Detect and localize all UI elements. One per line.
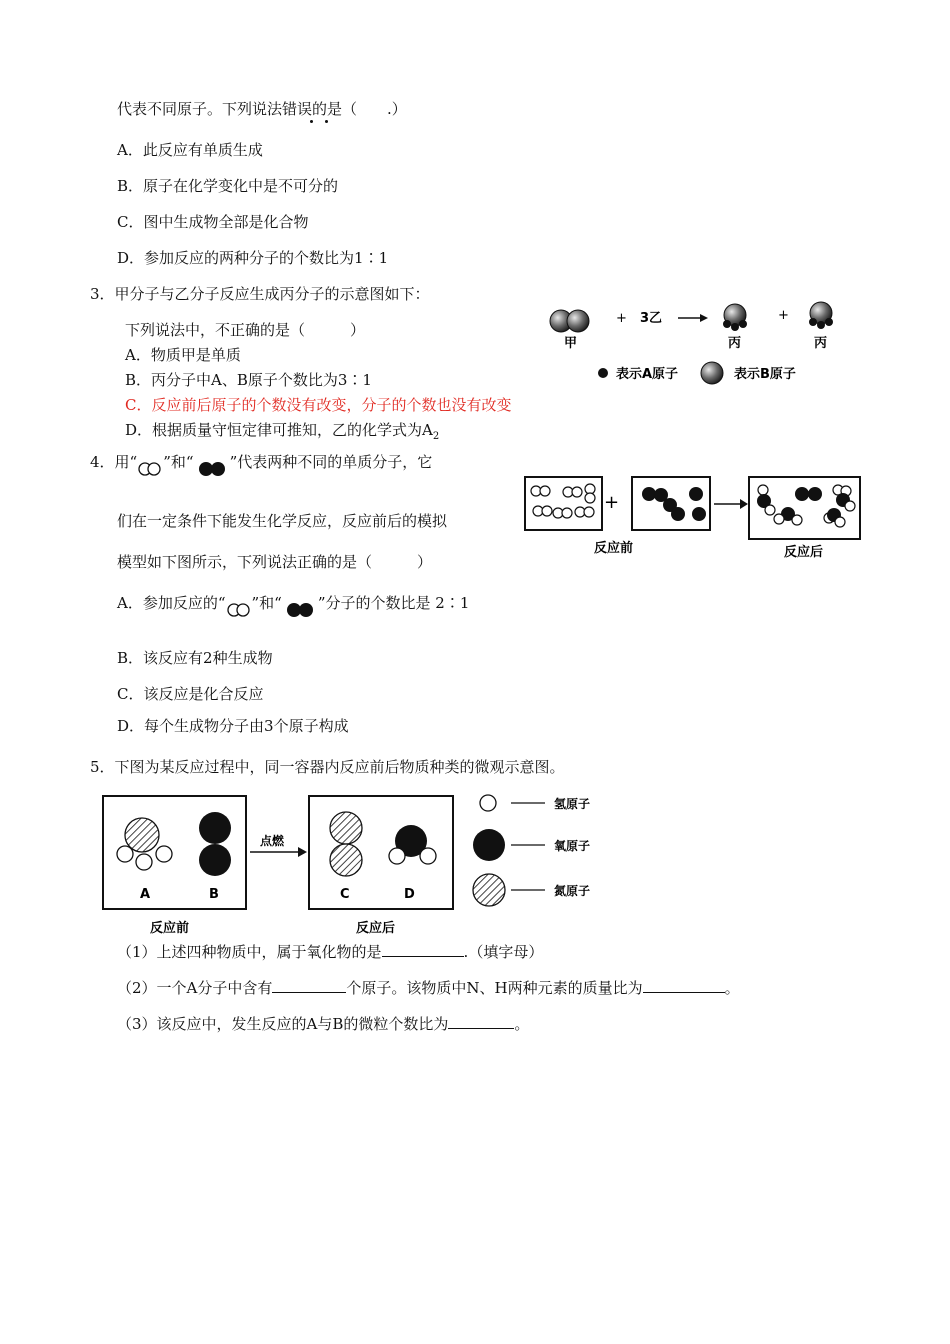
plus-sign: + xyxy=(604,492,620,513)
legend-n-atom-icon xyxy=(473,874,505,906)
q4-stem-part: ”和“ xyxy=(163,453,194,471)
q4-option-a-part: ”分子的个数比是 2∶1 xyxy=(317,594,470,612)
q4-option-d: D．每个生成物分子由3个原子构成 xyxy=(117,717,349,735)
answer-blank[interactable] xyxy=(448,1014,514,1029)
q5-sub-1 xyxy=(117,942,543,962)
q4-line-3: 模型如下图所示，下列说法正确的是（ ） xyxy=(117,553,433,571)
molecule-jia xyxy=(550,310,589,332)
legend-a-atom-icon xyxy=(598,368,608,378)
arrow-head xyxy=(298,847,307,857)
arrow-head xyxy=(740,499,748,509)
q5-sub-2-text: （2）一个A分子中含有 xyxy=(117,979,273,997)
plus-sign: + xyxy=(616,311,627,326)
label-jia: 甲 xyxy=(564,336,578,351)
q4-stem xyxy=(90,452,432,477)
white-molecule-icon xyxy=(137,455,163,477)
label-after: 反应后 xyxy=(784,545,824,560)
label-bing: 丙 xyxy=(728,336,742,351)
q2-stem-tail: 代表不同原子。下列说法错误的是（ .） xyxy=(117,100,407,118)
q3-sub-stem: 下列说法中，不正确的是（ ） xyxy=(125,321,366,339)
legend-b-atom-icon xyxy=(701,362,723,384)
q5-sub-3 xyxy=(117,1014,529,1034)
q4-option-b: B．该反应有2种生成物 xyxy=(117,649,273,667)
emphasis-dot xyxy=(310,120,313,123)
label-d: D xyxy=(404,887,415,902)
q5-sub-3-text: （3）该反应中，发生反应的A与B的微粒个数比为 xyxy=(117,1015,449,1033)
q5-sub-2 xyxy=(117,978,740,998)
q4-option-a-part: ”和“ xyxy=(251,594,282,612)
white-molecule-icon xyxy=(226,596,252,618)
molecule-bing xyxy=(723,304,747,331)
legend-h-atom-icon xyxy=(480,795,496,811)
q3-stem: 3．甲分子与乙分子反应生成丙分子的示意图如下： xyxy=(90,285,430,303)
q3-reaction-figure xyxy=(540,295,840,395)
legend-n-text: 氮原子 xyxy=(554,884,591,898)
q5-reaction-figure xyxy=(98,790,618,940)
answer-blank[interactable] xyxy=(272,978,346,993)
q4-option-c: C．该反应是化合反应 xyxy=(117,685,264,703)
q2-option-b: B．原子在化学变化中是不可分的 xyxy=(117,177,339,195)
plus-sign: + xyxy=(778,308,789,323)
q4-stem-part: ”代表两种不同的单质分子，它 xyxy=(229,453,433,471)
legend-o-atom-icon xyxy=(473,829,505,861)
label-c: C xyxy=(340,887,350,902)
q5-stem: 5．下图为某反应过程中，同一容器内反应前后物质种类的微观示意图。 xyxy=(90,758,565,776)
black-molecule-icon xyxy=(194,455,230,477)
legend-a-text: 表示A原子 xyxy=(616,367,679,382)
q5-sub-1-text: .（填字母） xyxy=(463,943,544,961)
label-before: 反应前 xyxy=(150,921,190,936)
q4-reaction-figure xyxy=(522,470,867,565)
q3-option-b: B．丙分子中A、B原子个数比为3∶1 xyxy=(125,371,372,389)
q5-sub-1-text: （1）上述四种物质中，属于氧化物的是 xyxy=(117,943,382,961)
arrow-condition: 点燃 xyxy=(260,834,285,848)
label-b: B xyxy=(209,887,219,902)
label-a: A xyxy=(140,887,151,902)
legend-h-text: 氢原子 xyxy=(554,797,591,811)
answer-blank[interactable] xyxy=(382,942,464,957)
q5-sub-3-text: 。 xyxy=(514,1015,530,1033)
label-after: 反应后 xyxy=(356,921,396,936)
q4-option-a-part: A．参加反应的“ xyxy=(117,594,226,612)
molecule-bing xyxy=(809,302,833,329)
emphasis-dot xyxy=(325,120,328,123)
q5-sub-2-text: 。 xyxy=(724,979,740,997)
answer-blank[interactable] xyxy=(643,978,725,993)
q3-option-c: C．反应前后原子的个数没有改变，分子的个数也没有改变 xyxy=(125,396,512,414)
q3-option-d xyxy=(125,420,439,447)
q4-option-a xyxy=(117,593,469,618)
q4-stem-part: 4．用“ xyxy=(90,453,138,471)
label-bing: 丙 xyxy=(814,336,828,351)
q5-sub-2-text: 个原子。该物质中N、H两种元素的质量比为 xyxy=(346,979,643,997)
coefficient-yi: 3乙 xyxy=(640,311,663,326)
q3-option-d-text: D．根据质量守恒定律可推知，乙的化学式为A xyxy=(125,421,433,439)
q3-option-a: A．物质甲是单质 xyxy=(125,346,241,364)
arrow-head xyxy=(700,314,708,322)
q2-option-d: D．参加反应的两种分子的个数比为1∶1 xyxy=(117,249,389,267)
q2-option-a: A．此反应有单质生成 xyxy=(117,141,263,159)
q4-line-2: 们在一定条件下能发生化学反应，反应前后的模拟 xyxy=(117,512,448,530)
black-molecule-icon xyxy=(282,596,318,618)
legend-o-text: 氧原子 xyxy=(554,839,591,853)
q3-option-d-subscript: 2 xyxy=(432,431,440,442)
legend-b-text: 表示B原子 xyxy=(734,367,796,382)
label-before: 反应前 xyxy=(594,541,634,556)
q2-option-c: C．图中生成物全部是化合物 xyxy=(117,213,309,231)
